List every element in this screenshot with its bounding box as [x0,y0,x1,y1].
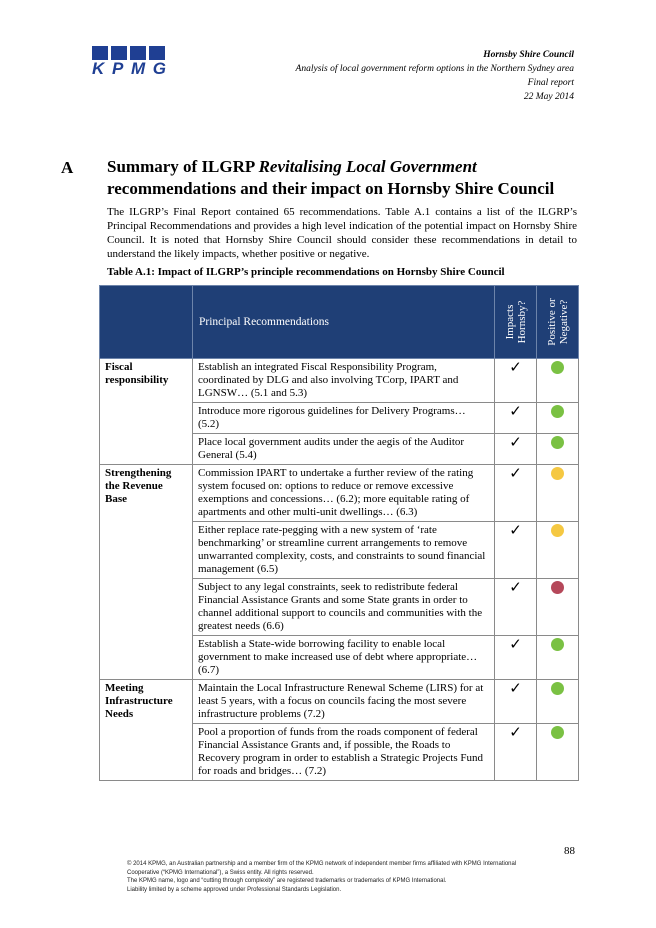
impacts-cell [495,724,537,781]
svg-text:KPMG: KPMG [92,59,166,76]
impacts-cell [495,579,537,636]
impacts-header-label: Impacts Hornsby? [503,300,528,344]
rating-dot-icon [551,638,564,651]
page-header [296,48,574,104]
checkmark-icon: ✓ [509,580,522,596]
table-caption: Table A.1: Impact of ILGRP’s principle recommendations on Hornsby Shire Council [107,266,505,278]
theme-cell: Meeting Infrastructure Needs [100,680,193,781]
section-title-part1: Summary of ILGRP [107,157,259,176]
footer [127,860,527,894]
footer-copyright: © 2014 KPMG, an Australian partnership and a member firm of the KPMG network of independent member firms affiliated with KPMG International Cooperative (“KPMG International”), a Swiss entity. All rights reserved. [127,861,517,876]
recommendation-cell: Maintain the Local Infrastructure Renewal Scheme (LIRS) for at least 5 years, with a focus on councils facing the most severe infrastructure problems (7.2) [193,680,495,724]
impacts-cell [495,636,537,680]
rating-cell [537,403,579,434]
rating-dot-icon [551,726,564,739]
recommendation-cell: Commission IPART to undertake a further review of the rating system focused on: options to reduce or remove excessive exemptions and concessions… (6.2); more equitable rating of apartments and other multi-unit dwellings… (6.3) [193,465,495,522]
impacts-cell [495,403,537,434]
section-title-part2: recommendations and their impact on Hornsby Shire Council [107,179,555,198]
header-date: 22 May 2014 [523,92,574,102]
table-row [100,680,579,724]
checkmark-icon: ✓ [509,523,522,539]
recommendation-cell: Pool a proportion of funds from the roads component of federal Financial Assistance Grants and, if possible, the Roads to Recovery program in order to establish a Strategic Projects Fund for roads and bridges… (7.2) [193,724,495,781]
checkmark-icon: ✓ [509,725,522,741]
footer-trademark: The KPMG name, logo and “cutting through complexity” are registered trademarks or trademarks of KPMG International. [127,878,447,884]
checkmark-icon: ✓ [509,435,522,451]
recommendation-cell: Subject to any legal constraints, seek to redistribute federal Financial Assistance Grants and some State grants in order to channel additional support to councils and communities with the greatest needs (6.6) [193,579,495,636]
recommendations-table [99,285,579,781]
table-body [100,359,579,781]
section-letter: A [61,158,74,177]
table-row [100,359,579,403]
rating-cell [537,465,579,522]
header-org: Hornsby Shire Council [483,50,574,60]
theme-cell: Fiscal responsibility [100,359,193,465]
page-number: 88 [564,845,575,857]
rating-dot-icon [551,467,564,480]
table-header-row [100,286,579,359]
recommendation-cell: Establish a State-wide borrowing facility to enable local government to make increased use of debt where appropriate… (6.7) [193,636,495,680]
header-subtitle: Analysis of local government reform options in the Northern Sydney area [295,64,574,74]
rating-dot-icon [551,436,564,449]
recommendation-cell: Introduce more rigorous guidelines for Delivery Programs… (5.2) [193,403,495,434]
rating-dot-icon [551,524,564,537]
positive-header-label: Positive or Negative? [545,298,570,346]
rating-dot-icon [551,581,564,594]
footer-liability: Liability limited by a scheme approved under Professional Standards Legislation. [127,886,342,893]
table-row [100,465,579,522]
checkmark-icon: ✓ [509,637,522,653]
section-title [107,156,587,200]
header-doc: Final report [527,78,574,88]
rating-dot-icon [551,361,564,374]
theme-header-cell [100,286,193,359]
impacts-cell [495,680,537,724]
checkmark-icon: ✓ [509,681,522,697]
kpmg-logo [90,46,170,76]
impacts-header [495,286,537,359]
intro-paragraph: The ILGRP’s Final Report contained 65 recommendations. Table A.1 contains a list of the ILGRP’s Principal Recommendations and provides a high level indication of the potential impact on Hornsby Shire Council. It is noted that Hornsby Shire Council should consider these recommendations in detail to understand the likely impacts, whether positive or negative. [107,206,577,260]
impacts-cell [495,465,537,522]
section-title-italic: Revitalising Local Government [258,157,477,176]
rating-cell [537,522,579,579]
checkmark-icon: ✓ [509,466,522,482]
impacts-cell [495,359,537,403]
rating-cell [537,724,579,781]
recommendation-cell: Establish an integrated Fiscal Responsibility Program, coordinated by DLG and also involving TCorp, IPART and LGNSW… (5.1 and 5.3) [193,359,495,403]
checkmark-icon: ✓ [509,360,522,376]
principal-recommendations-header: Principal Recommendations [193,286,495,359]
rating-cell [537,434,579,465]
theme-cell: Strengthening the Revenue Base [100,465,193,680]
rating-cell [537,359,579,403]
rating-cell [537,680,579,724]
rating-cell [537,579,579,636]
rating-cell [537,636,579,680]
positive-header [537,286,579,359]
checkmark-icon: ✓ [509,404,522,420]
rating-dot-icon [551,405,564,418]
impacts-cell [495,434,537,465]
impacts-cell [495,522,537,579]
rating-dot-icon [551,682,564,695]
recommendation-cell: Either replace rate-pegging with a new system of ‘rate benchmarking’ or streamline current arrangements to remove unwarranted complexity, costs, and constraints to sound financial management (6.5) [193,522,495,579]
recommendation-cell: Place local government audits under the aegis of the Auditor General (5.4) [193,434,495,465]
